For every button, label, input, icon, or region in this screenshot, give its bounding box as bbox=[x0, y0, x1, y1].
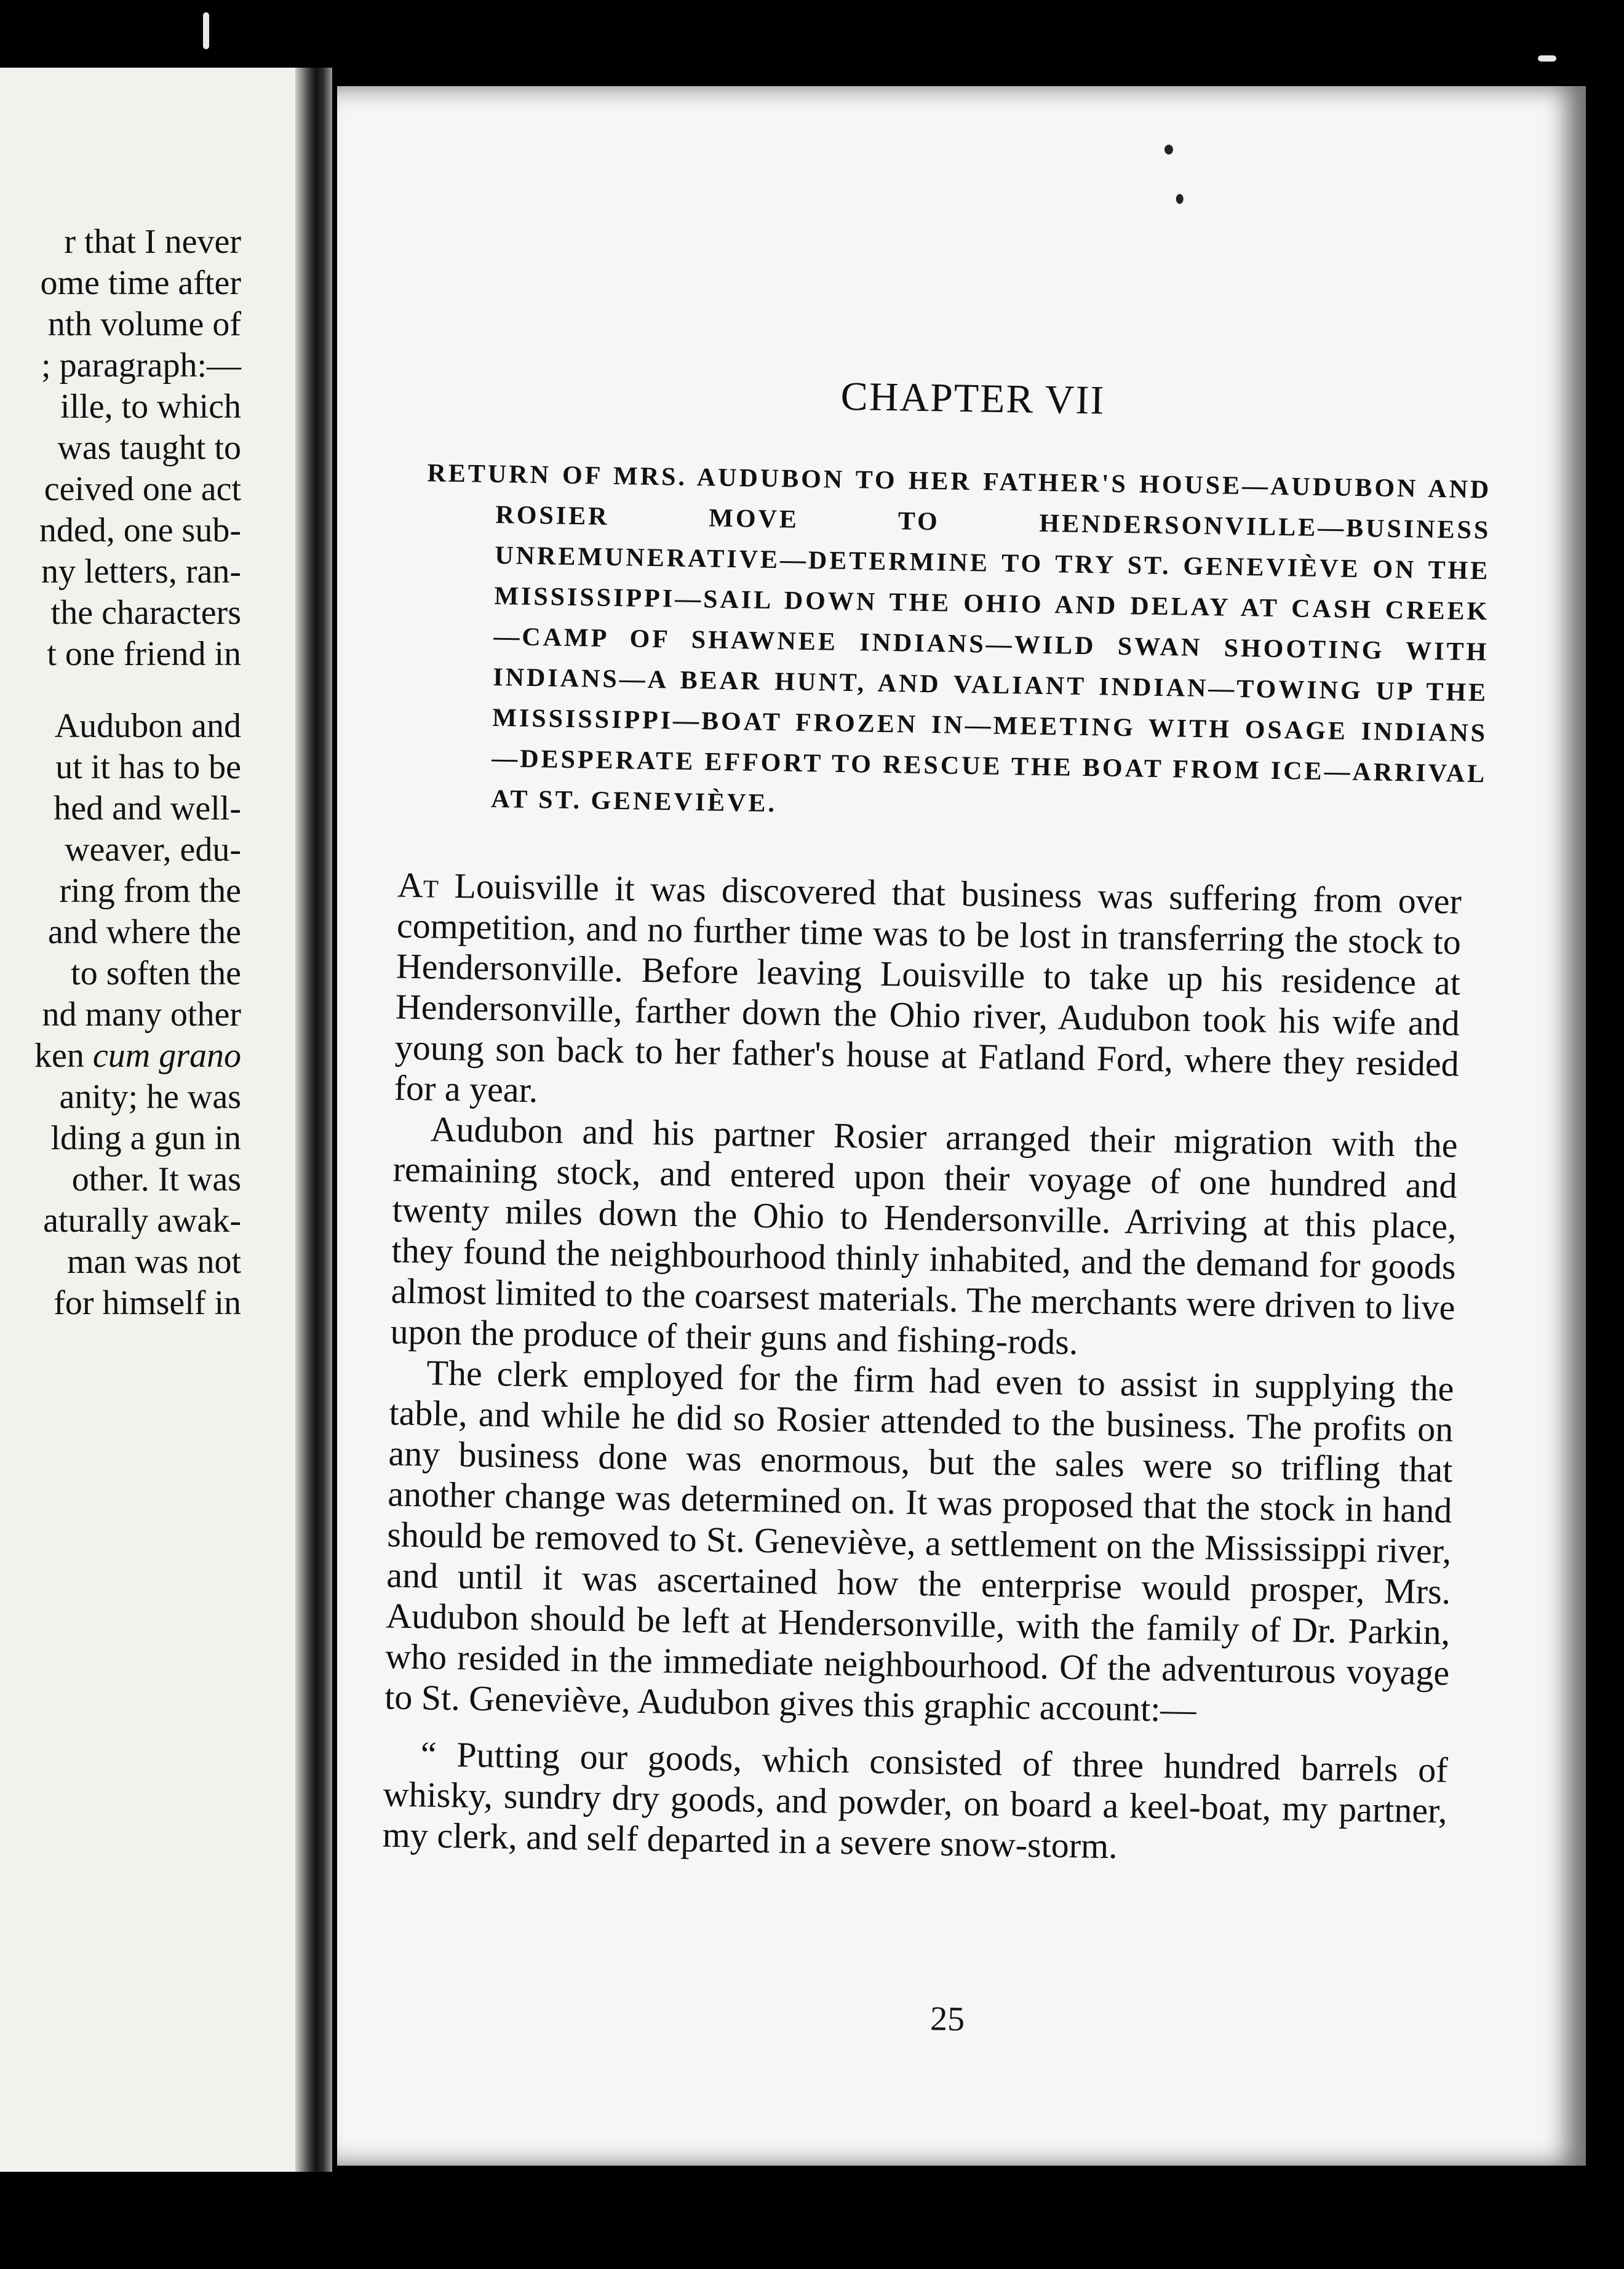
text-line: r that I never bbox=[64, 223, 241, 261]
text-line: nth volume of bbox=[47, 305, 241, 343]
paragraph-gap bbox=[0, 675, 241, 706]
text-line: nd many other bbox=[42, 995, 241, 1034]
page-number: 25 bbox=[929, 2000, 965, 2039]
text-line: for himself in bbox=[54, 1284, 241, 1322]
book-page bbox=[337, 86, 1586, 2166]
chapter-title: CHAPTER VII bbox=[840, 373, 1105, 423]
text-line: to soften the bbox=[71, 954, 241, 992]
text-line: Audubon and bbox=[54, 707, 241, 745]
text-line: other. It was bbox=[71, 1160, 241, 1198]
ink-spot bbox=[1176, 194, 1184, 204]
text-line: ken cum grano bbox=[34, 1037, 241, 1075]
text-line: hed and well- bbox=[54, 789, 241, 827]
text-line: the characters bbox=[50, 594, 241, 632]
chapter-body bbox=[382, 865, 1462, 1872]
quote-paragraph: “ Putting our goods, which consisted of three hundred barrels of whisky, sundry dry goods, and powder, on board a keel-boat, my partner, my clerk, and self departed in a severe snow-storm. bbox=[382, 1734, 1449, 1867]
paragraph: The clerk employed for the firm had even to assist in supplying the table, and while he did so Rosier attended to the business. The profits on any business done was enormous, but the sales were so trifling that another change was determined on. It was proposed that the stock in hand should be removed to St. Geneviève, a settlement on the Mississippi river, and until it was ascertained how the enterprise would prosper, Mrs. Audubon should be left at Hendersonville, with the family of Dr. Parkin, who resided in the immediate neighbourhood. Of the adventurous voyage to St. Geneviève, Audubon gives this graphic account:— bbox=[384, 1352, 1454, 1730]
paragraph: Audubon and his partner Rosier arranged their migration with the remaining stock, and entered upon their voyage of one hundred and twenty miles down the Ohio to Hendersonville. Arriving at this place, they found the neighbourhood thinly inhabited, and the demand for goods almost limited to the coarsest materials. The merchants were driven to live upon the produce of their guns and fishing-rods. bbox=[390, 1109, 1459, 1363]
text-line: ome time after bbox=[40, 264, 241, 302]
text-line: was taught to bbox=[57, 429, 241, 467]
text-line: ille, to which bbox=[60, 388, 241, 426]
text-line: ut it has to be bbox=[55, 748, 241, 786]
text-line: aturally awak- bbox=[43, 1202, 241, 1240]
scan-mark bbox=[1538, 55, 1556, 62]
previous-page-fragment bbox=[0, 68, 295, 2172]
previous-page-text bbox=[0, 221, 241, 1324]
page-content bbox=[321, 76, 1602, 2175]
scan-mark bbox=[203, 12, 209, 49]
text-line: ring from the bbox=[59, 872, 241, 910]
text-line: nded, one sub- bbox=[39, 511, 241, 549]
drop-lead-word: At bbox=[397, 864, 439, 906]
text-line: man was not bbox=[66, 1243, 241, 1281]
text-line: and where the bbox=[47, 913, 241, 951]
text-line: ; paragraph:— bbox=[41, 346, 241, 385]
text-line: weaver, edu- bbox=[65, 831, 241, 869]
paragraph bbox=[394, 865, 1462, 1125]
text-line: lding a gun in bbox=[50, 1119, 241, 1157]
paragraph-text: Louisville it was discovered that business was suffering from over competition, and no further time was to be lost in transferring the stock to Hendersonville. Before leaving Louisville to take up his residence at Hendersonville, farther down the Ohio river, Audubon took his wife and young son back to her father's house at Fatland Ford, where they resided for a year. bbox=[394, 865, 1462, 1111]
italic-phrase: cum grano bbox=[92, 1037, 241, 1075]
text-line: ny letters, ran- bbox=[41, 552, 241, 591]
chapter-synopsis: RETURN OF MRS. AUDUBON TO HER FATHER'S HOUSE—AUDUBON AND ROSIER MOVE TO HENDERSONVILLE—BUSINESS UNREMUNERATIVE—DETERMINE TO TRY ST. GENEVIÈVE ON THE MISSISSIPPI—SAIL DOWN THE OHIO AND DELAY AT CASH CREEK—CAMP OF SHAWNEE INDIANS—WILD SWAN SHOOTING WITH INDIANS—A BEAR HUNT, AND VALIANT INDIAN—TOWING UP THE MISSISSIPPI—BOAT FROZEN IN—MEETING WITH OSAGE INDIANS—DESPERATE EFFORT TO RESCUE THE BOAT FROM ICE—ARRIVAL AT ST. GENEVIÈVE. bbox=[427, 459, 1492, 818]
text-line: anity; he was bbox=[59, 1078, 241, 1116]
text-line: ceived one act bbox=[44, 470, 241, 508]
text-line: t one friend in bbox=[47, 635, 241, 673]
ink-spot bbox=[1164, 145, 1173, 154]
